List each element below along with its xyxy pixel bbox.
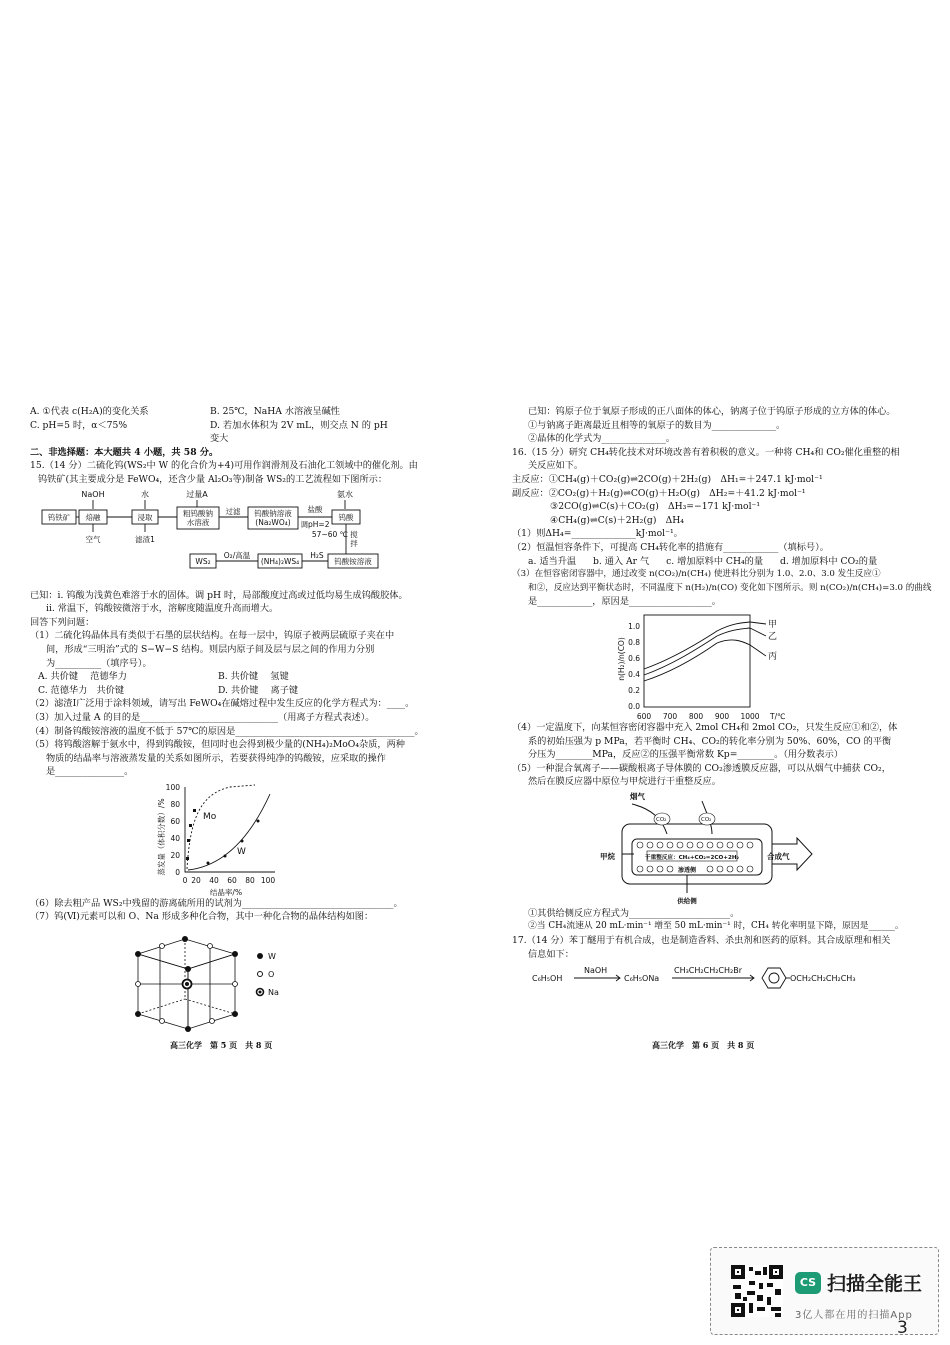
sub-1c: 为__________（填序号）。	[46, 657, 152, 669]
flow-temp: 57~60 ℃	[311, 529, 349, 539]
q17-stem-2: 信息如下：	[528, 948, 574, 960]
graph-tick-100: 100	[260, 875, 276, 885]
graph-xlabel: 结晶率/%	[209, 887, 243, 897]
flow-leach: 浸取	[137, 512, 153, 522]
flow-naoh: NaOH	[81, 489, 105, 499]
reactor-smoke: 烟气	[630, 791, 645, 801]
flow-stir-1: 搅	[350, 529, 358, 539]
reaction-side-3: ③2CO(g)⇌C(s)＋CO₂(g) ΔH₃=−171 kJ·mol⁻¹	[550, 501, 761, 513]
graph-ytick-0: 0	[175, 867, 180, 877]
part-1: （1）则ΔH₄=______________kJ·mol⁻¹。	[512, 528, 683, 540]
process-flow-diagram	[30, 487, 430, 589]
flow-pure-2: (Na₂WO₄)	[255, 517, 291, 527]
answer-prompt: 回答下列问题：	[30, 616, 95, 628]
curve-yi: 乙	[768, 631, 778, 642]
flow-excess-a: 过量A	[186, 489, 208, 499]
chart-ytick-3: 0.6	[628, 653, 640, 663]
flow-crude-2: 水溶液	[186, 517, 210, 527]
sub-4: （4）制备钨酸铵溶液的温度不低于 57℃的原因是_______________________________________。	[30, 725, 424, 737]
footer-page-6: 高三化学 第 6 页 共 8 页	[652, 1040, 755, 1050]
graph-label-w: W	[237, 846, 246, 857]
scanner-slogan: 3亿人都在用的扫描App	[795, 1310, 913, 1321]
part-5d: ②当 CH₄流速从 20 mL·min⁻¹ 增至 50 mL·min⁻¹ 时，CH₄ 转化率明显下降，原因是______。	[528, 921, 904, 932]
reactor-co2-1: CO₂	[656, 816, 667, 823]
part-2-option-b: b. 通入 Ar 气	[593, 555, 650, 567]
curve-bing: 丙	[768, 651, 778, 662]
membrane-reactor-diagram	[512, 789, 907, 907]
graph-tick-0: 0	[182, 875, 188, 885]
flow-roast: 焙融	[85, 512, 101, 522]
part-2-option-a: a. 适当升温	[528, 555, 577, 567]
reactor-co2-2: CO₂	[701, 816, 712, 823]
q14-option-c: C. pH=5 时，α＜75%	[30, 419, 128, 431]
crystal-side-face	[188, 954, 235, 1029]
q14-option-d: D. 若加水体积为 2V mL，则交点 N 的 pH 变大	[210, 419, 388, 445]
graph-ytick-60: 60	[170, 816, 180, 826]
graph-tick-80: 80	[245, 875, 255, 885]
chart-xtick-900: 900	[714, 711, 730, 721]
flow-ph: 调pH=2	[300, 519, 330, 529]
flow-acid: 钨酸	[338, 512, 354, 522]
graph-tick-60: 60	[227, 875, 237, 885]
graph-ytick-40: 40	[170, 833, 180, 843]
legend-w: W	[268, 952, 276, 962]
reactor-syngas: 合成气	[767, 851, 790, 861]
chart-xlabel: T/℃	[770, 711, 786, 721]
part-2-option-d: d. 增加原料中 CO₂的量	[779, 555, 878, 567]
scanner-brand-name: 扫描全能王	[827, 1273, 923, 1295]
graph-ytick-20: 20	[170, 850, 180, 860]
page-number: 3	[897, 1318, 908, 1338]
flow-res1: 滤渣1	[135, 534, 155, 544]
flow-salt: 钨酸铵溶液	[334, 556, 372, 566]
syn-phenoxide: C₆H₅ONa	[624, 974, 660, 984]
chart-xtick-700: 700	[662, 711, 678, 721]
crystal-structure	[30, 924, 430, 1034]
q16-stem-1: 16.（15 分）研究 CH₄转化技术对环境改善有着积极的意义。一种将 CH₄和 CO₂催化重整的相	[512, 446, 900, 458]
syn-reagent: CH₃CH₂CH₂CH₂Br	[674, 966, 743, 976]
crystallization-graph	[30, 779, 430, 897]
right-page	[512, 405, 932, 991]
chart-xtick-600: 600	[636, 711, 652, 721]
qr-code-icon	[731, 1265, 783, 1317]
flow-thio: (NH₄)₂WS₄	[260, 556, 300, 566]
equilibrium-chart	[512, 609, 907, 721]
chart-curve-yi	[644, 628, 750, 675]
legend-o: O	[268, 970, 275, 980]
part-5c: ①其供给侧反应方程式为______________________。	[528, 907, 740, 919]
sub-5c: 是_______________。	[46, 766, 134, 778]
graph-ytick-100: 100	[165, 782, 180, 792]
synthesis-scheme	[512, 961, 907, 991]
sub-1-options-row2	[30, 684, 430, 698]
part-4c: 分压为________MPa，反应②的压强平衡常数 Kp=________。（用分数表示）	[528, 749, 844, 761]
flow-ws2: WS₂	[195, 556, 211, 566]
reaction-side-2: 副反应：②CO₂(g)＋H₂(g)⇌CO(g)＋H₂O(g) ΔH₂=＋41.2 kJ·mol⁻¹	[512, 487, 806, 499]
sub-6: （6）除去粗产品 WS₂中残留的游离硫所用的试剂为_________________________________。	[30, 897, 403, 909]
part-4b: 系的初始压强为 p MPa，若平衡时 CH₄、CO₂的转化率分别为 50%、60%，CO 的平衡	[528, 735, 892, 747]
known-2: ii. 常温下，钨酸铵微溶于水，溶解度随温度升高而增大。	[46, 603, 279, 615]
q17-stem-1: 17.（14 分）苯丁醚用于有机合成，也是制造香料、杀虫剂和医药的原料。其合成原理和相关	[512, 935, 891, 947]
cs-logo-icon: CS	[795, 1272, 821, 1294]
sub-7: （7）钨(Ⅵ)元素可以和 O、Na 形成多种化合物，其中一种化合物的晶体结构如图：	[30, 911, 374, 923]
footer-page-5: 高三化学 第 5 页 共 8 页	[170, 1040, 273, 1050]
known-1: 已知：i. 钨酸为浅黄色难溶于水的固体。调 pH 时，局部酸度过高或过低均易生成钨酸胶体。	[30, 589, 408, 601]
part-5a: （5）一种混合氧离子——碳酸根离子导体膜的 CO₂渗透膜反应器，可以从烟气中捕获 CO₂，	[512, 762, 891, 774]
flow-pure: 钨酸钠溶液	[254, 508, 292, 518]
graph-label-mo: Mo	[203, 811, 217, 822]
flow-stir-2: 拌	[350, 538, 358, 548]
sub-1-option-c: C. 范德华力 共价键	[38, 684, 125, 696]
known-crystal-q2: ②晶体的化学式为______________。	[528, 433, 675, 445]
crystal-top-face	[138, 939, 235, 969]
part-3b: 和②，反应达到平衡状态时，不同温度下 n(H₂)/n(CO) 变化如下图所示。则 n(CO₂)/n(CH₄)=3.0 的曲线	[528, 582, 932, 593]
syn-phenol: C₆H₅OH	[532, 974, 563, 984]
known-crystal: 已知：钨原子位于氧原子形成的正八面体的体心，钠离子位于钨原子形成的立方体的体心。	[528, 406, 896, 417]
chart-ytick-0: 0.0	[628, 701, 640, 711]
sub-2: （2）滤渣Ⅰ广泛用于涂料领域，请写出 FeWO₄在碱熔过程中发生反应的化学方程式为：____。	[30, 698, 415, 710]
q16-stem-2: 关反应如下。	[528, 460, 584, 472]
sub-1-option-b: B. 共价键 氢键	[218, 671, 289, 683]
legend-w-marker	[257, 953, 263, 959]
legend-o-marker	[258, 972, 263, 977]
syn-naoh: NaOH	[584, 966, 608, 976]
part-3a: （3）在恒容密闭容器中，通过改变 n(CO₂)/n(CH₄) 使进料比分别为 1.0、2.0、3.0 发生反应①	[512, 569, 881, 580]
known-crystal-q1: ①与钠离子距离最近且相等的氧原子的数目为______________。	[528, 419, 786, 431]
reaction-main: 主反应：①CH₄(g)＋CO₂(g)⇌2CO(g)＋2H₂(g) ΔH₁=＋247.1 kJ·mol⁻¹	[512, 473, 823, 485]
q14-option-a: A. ①代表 c(H₂A)的变化关系	[30, 406, 149, 417]
q14-options-row1	[30, 405, 430, 419]
sub-5a: （5）将钨酸溶解于氨水中，得到钨酸铵，但同时也会得到极少量的(NH₄)₂MoO₄杂质，两种	[30, 739, 405, 751]
chart-xtick-1000: 1000	[740, 711, 760, 721]
graph-ytick-80: 80	[170, 799, 180, 809]
chart-ytick-4: 0.8	[628, 637, 640, 647]
reactor-permeate: 渗透侧	[677, 866, 697, 874]
sub-3: （3）加入过量 A 的目的是______________________________（用离子方程式表述）。	[30, 711, 375, 723]
flow-hcl: 盐酸	[307, 504, 323, 514]
sub-5b: 物质的结晶率与溶液蒸发量的关系如图所示，若要获得纯净的钨酸铵，应采取的操作	[46, 752, 386, 764]
graph-curve-w	[188, 794, 270, 870]
part-2-options	[512, 555, 907, 569]
chart-ytick-5: 1.0	[628, 621, 640, 631]
chart-ylabel: n(H₂)/n(CO)	[617, 637, 626, 681]
q15-stem-2: 钨铁矿(其主要成分是 FeWO₄，还含少量 Al₂O₃等)制备 WS₂的工艺流程如下图所示：	[38, 473, 388, 485]
part-2-option-c: c. 增加原料中 CH₄的量	[666, 555, 764, 567]
left-page	[30, 405, 430, 1034]
legend-na: Na	[268, 988, 279, 998]
part-5b: 然后在膜反应器中原位与甲烷进行干重整反应。	[528, 776, 721, 788]
flow-air: 空气	[85, 534, 101, 544]
flow-ammonia: 氨水	[337, 489, 353, 499]
reactor-dry-reforming: 干重整反应：CH₄+CO₂=2CO+2H₂	[645, 854, 739, 861]
crystal-front-face	[138, 954, 188, 1029]
scanner-brand	[795, 1269, 922, 1296]
syn-chain: OCH₂CH₂CH₂CH₃	[790, 974, 856, 984]
sub-1a: （1）二硫化钨晶体具有类似于石墨的层状结构。在每一层中，钨原子被两层硫原子夹在中	[30, 630, 395, 642]
flow-h2s: H₂S	[310, 550, 324, 560]
part-3c: 是____________，原因是__________________。	[528, 596, 721, 608]
sub-1-option-a: A. 共价键 范德华力	[38, 671, 127, 683]
flow-o2: O₂/高温	[223, 550, 251, 560]
curve-jia: 甲	[768, 619, 778, 630]
syn-benzene-ring	[762, 968, 786, 988]
q14-option-b: B. 25℃，NaHA 水溶液呈碱性	[210, 406, 340, 417]
sub-1b: 间，形成“三明治”式的 S−W−S 结构。则层内原子间及层与层之间的作用力分别	[46, 643, 375, 655]
sub-1-option-d: D. 共价键 离子键	[218, 684, 299, 696]
section-heading: 二、非选择题：本大题共 4 小题，共 58 分。	[30, 446, 219, 458]
reactor-feed: 供给侧	[677, 896, 697, 905]
flow-water: 水	[141, 489, 149, 499]
flow-ore: 钨铁矿	[47, 512, 71, 522]
graph-tick-40: 40	[209, 875, 219, 885]
sub-1-options-row1	[30, 670, 430, 684]
flow-filter: 过滤	[225, 506, 241, 516]
flow-crude: 粗钨酸钠	[183, 508, 213, 518]
part-2: （2）恒温恒容条件下，可提高 CH₄转化率的措施有____________（填标号）。	[512, 541, 829, 553]
part-4a: （4）一定温度下，向某恒容密闭容器中充入 2mol CH₄和 2mol CO₂，只发生反应①和②，体	[512, 721, 898, 733]
chart-curve-jia	[644, 622, 750, 669]
reactor-methane: 甲烷	[600, 851, 615, 861]
chart-curve-bing	[644, 640, 750, 681]
graph-axes	[185, 787, 275, 872]
reaction-side-4: ④CH₄(g)⇌C(s)＋2H₂(g) ΔH₄	[550, 514, 684, 526]
chart-xtick-800: 800	[688, 711, 704, 721]
chart-ytick-1: 0.2	[628, 685, 640, 695]
q15-stem-1: 15.（14 分）二硫化钨(WS₂中 W 的化合价为+4)可用作润滑剂及石油化工领域中的催化剂。由	[30, 460, 418, 472]
graph-ylabel: 蒸发量（体积分数）/%	[157, 798, 166, 876]
graph-tick-20: 20	[191, 875, 201, 885]
q14-options-row2	[30, 419, 430, 446]
chart-ytick-2: 0.4	[628, 669, 640, 679]
chart-frame	[644, 615, 750, 707]
